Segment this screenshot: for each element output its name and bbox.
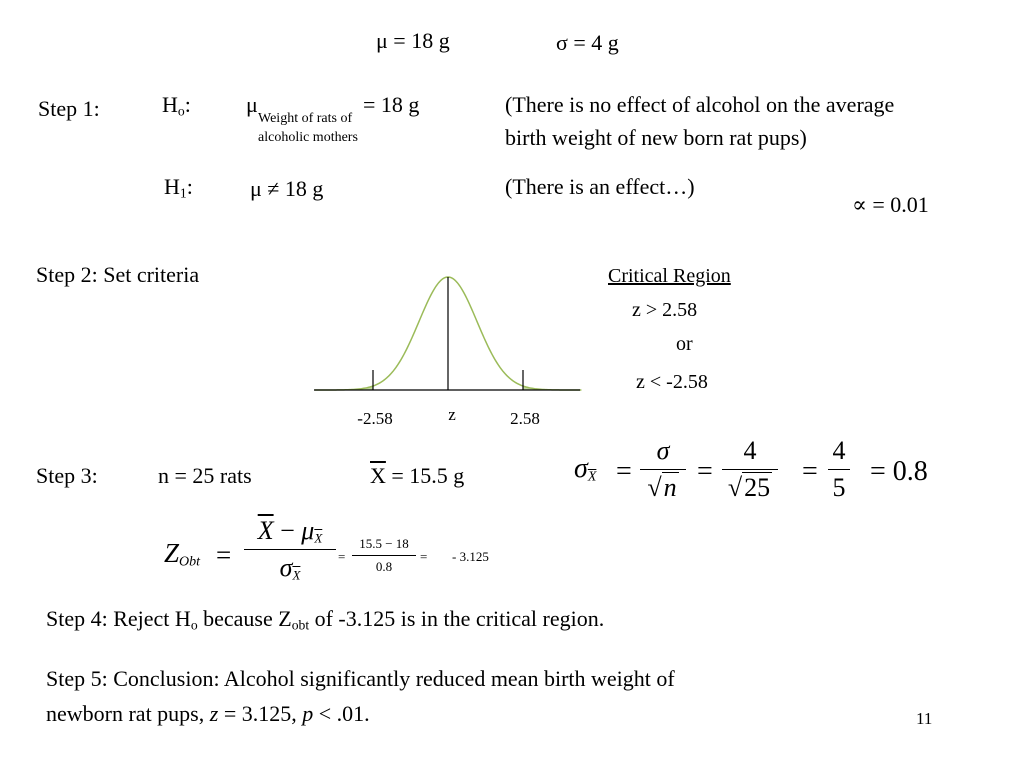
alpha-level: ∝ = 0.01 — [852, 192, 929, 217]
standard-error-result: = 0.8 — [870, 456, 928, 487]
equals-3: = — [802, 456, 818, 487]
fraction-4-over-5: 4 5 — [828, 436, 850, 503]
step1-label: Step 1: — [38, 96, 100, 121]
fraction-4-over-sqrt-25: 4 √25 — [722, 436, 778, 503]
sample-mean: $\overline{X} = 15.5$ g — [370, 463, 465, 488]
alt-hypothesis-note: (There is an effect…) — [505, 174, 695, 199]
page-number: 11 — [916, 709, 933, 728]
equals-2: = — [697, 456, 713, 487]
tick-left-label: -2.58 — [357, 409, 393, 428]
critical-region-or: or — [676, 333, 693, 355]
mu-symbol: μ — [246, 92, 258, 117]
equals-1: = — [616, 456, 632, 487]
standard-error-symbol: $\sigma_{\overline{X}}$ — [574, 453, 597, 485]
critical-region-upper: z > 2.58 — [632, 299, 698, 321]
alt-hypothesis-label: $H_1$: — [164, 174, 193, 201]
null-hypothesis-value: = 18 g — [363, 92, 420, 117]
z-equals: = — [216, 540, 232, 570]
fraction-sigma-over-sqrt-n: σ √n — [640, 436, 686, 503]
step2-label: Step 2: Set criteria — [36, 262, 200, 287]
tick-center-label: z — [448, 405, 456, 424]
null-hypothesis-note-line2: birth weight of new born rat pups) — [505, 125, 807, 150]
sample-size: n = 25 rats — [158, 463, 252, 488]
z-obt-result: - 3.125 — [452, 549, 489, 564]
null-hypothesis-note-line1: (There is no effect of alcohol on the average — [505, 92, 895, 117]
critical-region-lower: z < -2.58 — [636, 371, 708, 393]
z-obt-symbol: $Z_{Obt}$ — [164, 538, 201, 570]
step5-line1: Step 5: Conclusion: Alcohol significantly reduced mean birth weight of — [46, 666, 675, 691]
critical-region-title: Critical Region — [608, 265, 731, 287]
calc-fraction: 15.5 − 18 0.8 — [350, 536, 418, 575]
calc-equals-1: = — [338, 549, 346, 564]
z-formula-fraction: $\overline{X} - \mu_{\overline{X}}$ $\sigma_{\overline{X}}$ — [244, 516, 336, 583]
step5-line2: newborn rat pups, z = 3.125, p < .01. — [46, 701, 370, 726]
mu-subscript-line2: alcoholic mothers — [258, 130, 358, 145]
normal-curve-diagram — [300, 265, 600, 435]
step4-text: Step 4: Reject $H_o$ because $Z_{obt}$ of -3.125 is in the critical region. — [46, 606, 605, 633]
tick-right-label: 2.58 — [510, 409, 540, 428]
null-hypothesis-label: $H_o$: — [162, 92, 191, 119]
population-sd: σ = 4 g — [556, 30, 619, 55]
mu-subscript-line1: Weight of rats of — [258, 111, 353, 126]
step3-label: Step 3: — [36, 463, 98, 488]
alt-hypothesis-value: μ ≠ 18 g — [250, 176, 324, 201]
calc-equals-2: = — [420, 549, 428, 564]
population-mean: μ = 18 g — [376, 28, 450, 53]
